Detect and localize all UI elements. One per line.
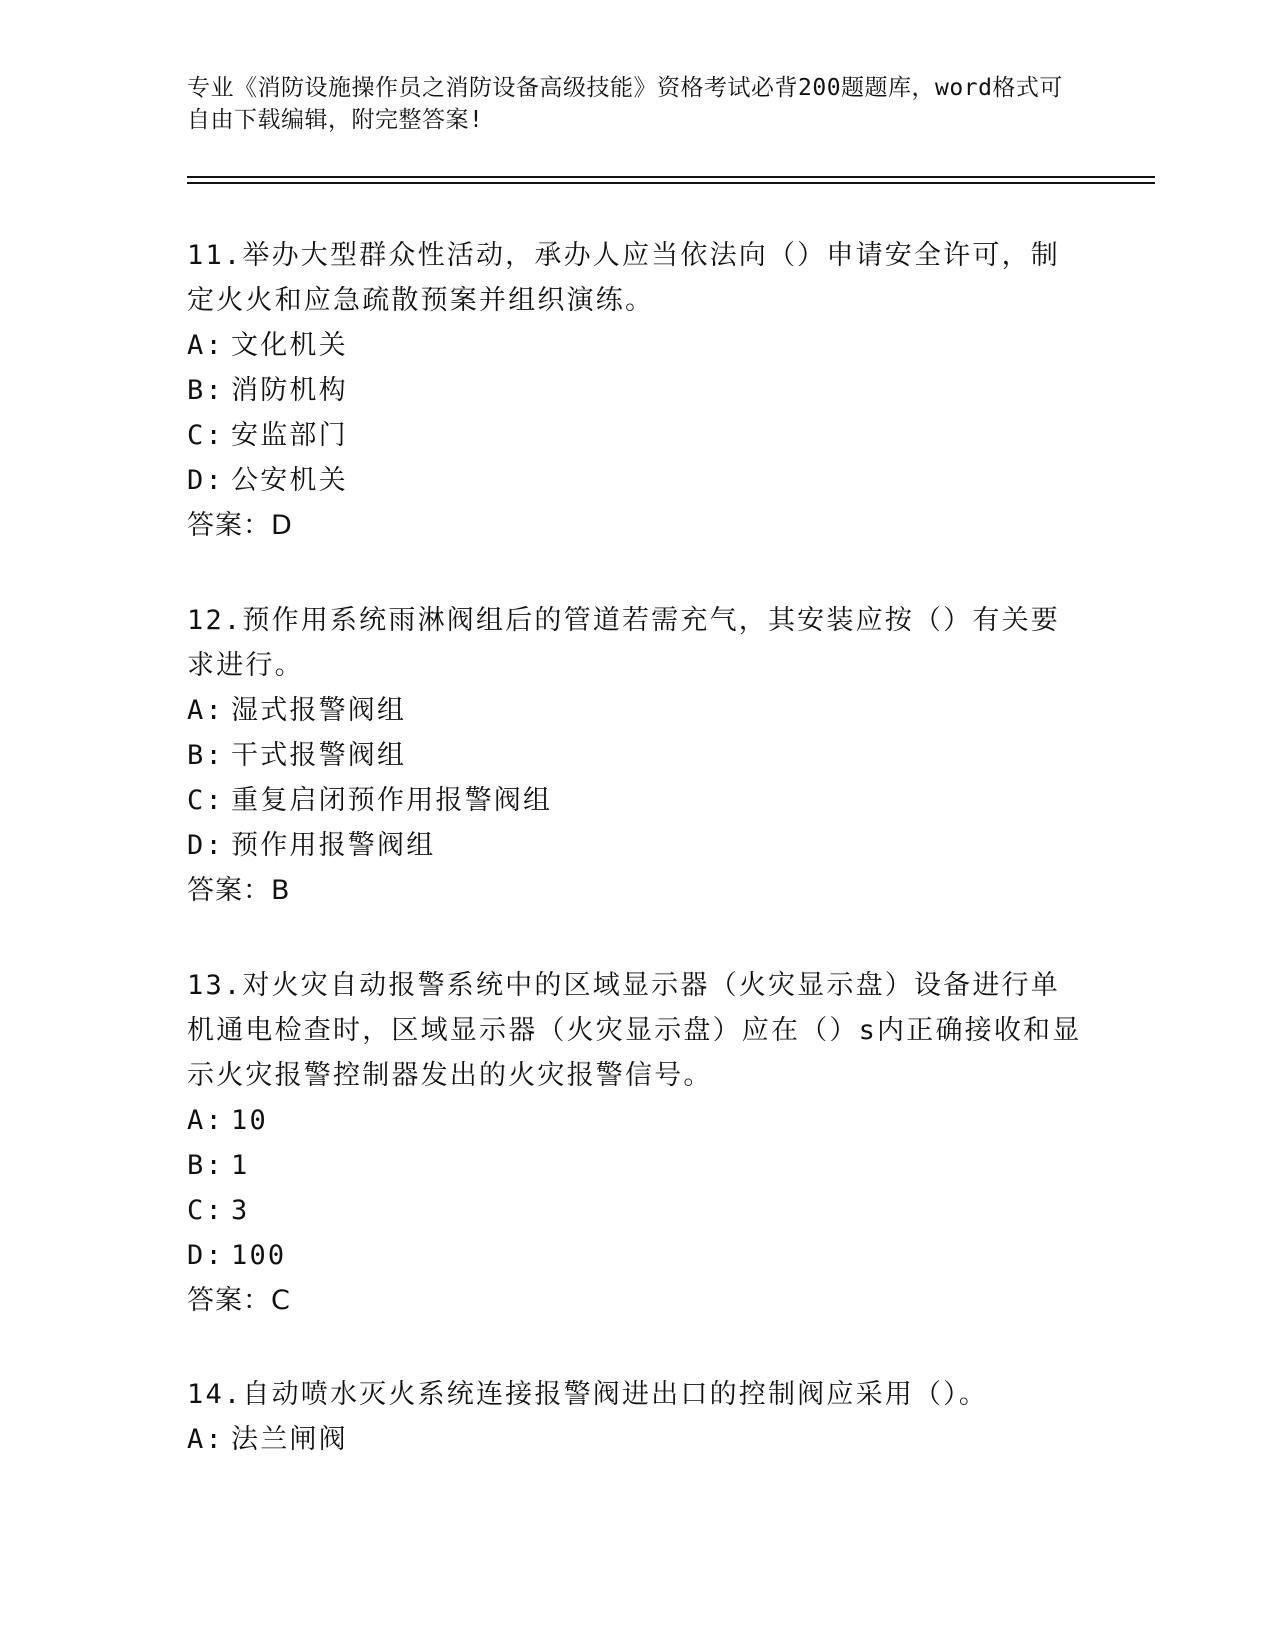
- option-d: [187, 823, 1087, 868]
- answer-line: 答案：C: [187, 1285, 291, 1316]
- header-divider-top: [187, 176, 1155, 178]
- option-text: 重复启闭预作用报警阀组: [231, 785, 553, 816]
- question-11: [187, 233, 1087, 548]
- option-letter: B:: [187, 740, 224, 771]
- option-letter: D:: [187, 465, 224, 496]
- option-c: [187, 413, 1087, 458]
- question-stem: 14.自动喷水灭火系统连接报警阀进出口的控制阀应采用（）。: [187, 1379, 989, 1410]
- question-12: [187, 598, 1087, 913]
- option-letter: C:: [187, 420, 224, 451]
- option-letter: A:: [187, 1424, 224, 1455]
- option-text: 文化机关: [231, 330, 348, 361]
- option-a: [187, 1098, 1087, 1143]
- option-text: 安监部门: [231, 420, 348, 451]
- header-divider-bottom: [187, 182, 1155, 184]
- option-text: 3: [231, 1195, 250, 1226]
- question-13: [187, 963, 1087, 1323]
- option-text: 湿式报警阀组: [231, 695, 407, 726]
- option-letter: A:: [187, 330, 224, 361]
- option-c: [187, 1188, 1087, 1233]
- option-text: 10: [231, 1105, 268, 1136]
- document-header: 专业《消防设施操作员之消防设备高级技能》资格考试必背200题题库，word格式可自由下载编辑，附完整答案!: [187, 75, 1063, 133]
- option-letter: C:: [187, 1195, 224, 1226]
- option-text: 干式报警阀组: [231, 740, 407, 771]
- question-stem: 12.预作用系统雨淋阀组后的管道若需充气，其安装应按（）有关要求进行。: [187, 605, 1060, 681]
- question-stem: 11.举办大型群众性活动，承办人应当依法向（）申请安全许可，制定火火和应急疏散预案并组织演练。: [187, 240, 1060, 316]
- option-text: 法兰闸阀: [231, 1424, 348, 1455]
- answer-line: 答案：D: [187, 510, 293, 541]
- option-letter: A:: [187, 1105, 224, 1136]
- option-c: [187, 778, 1087, 823]
- option-text: 消防机构: [231, 375, 348, 406]
- option-text: 预作用报警阀组: [231, 830, 436, 861]
- question-stem: 13.对火灾自动报警系统中的区域显示器（火灾显示盘）设备进行单机通电检查时，区域显示器（火灾显示盘）应在（）s内正确接收和显示火灾报警控制器发出的火灾报警信号。: [187, 970, 1082, 1091]
- answer-line: 答案：B: [187, 875, 291, 906]
- option-letter: D:: [187, 830, 224, 861]
- option-b: [187, 733, 1087, 778]
- option-a: [187, 323, 1087, 368]
- option-a: [187, 1417, 1087, 1462]
- option-d: [187, 458, 1087, 503]
- option-letter: D:: [187, 1240, 224, 1271]
- option-a: [187, 688, 1087, 733]
- option-text: 1: [231, 1150, 250, 1181]
- question-14: [187, 1372, 1087, 1462]
- option-letter: B:: [187, 1150, 224, 1181]
- option-letter: A:: [187, 695, 224, 726]
- option-b: [187, 368, 1087, 413]
- option-text: 公安机关: [231, 465, 348, 496]
- option-letter: C:: [187, 785, 224, 816]
- option-b: [187, 1143, 1087, 1188]
- option-d: [187, 1233, 1087, 1278]
- option-letter: B:: [187, 375, 224, 406]
- option-text: 100: [231, 1240, 287, 1271]
